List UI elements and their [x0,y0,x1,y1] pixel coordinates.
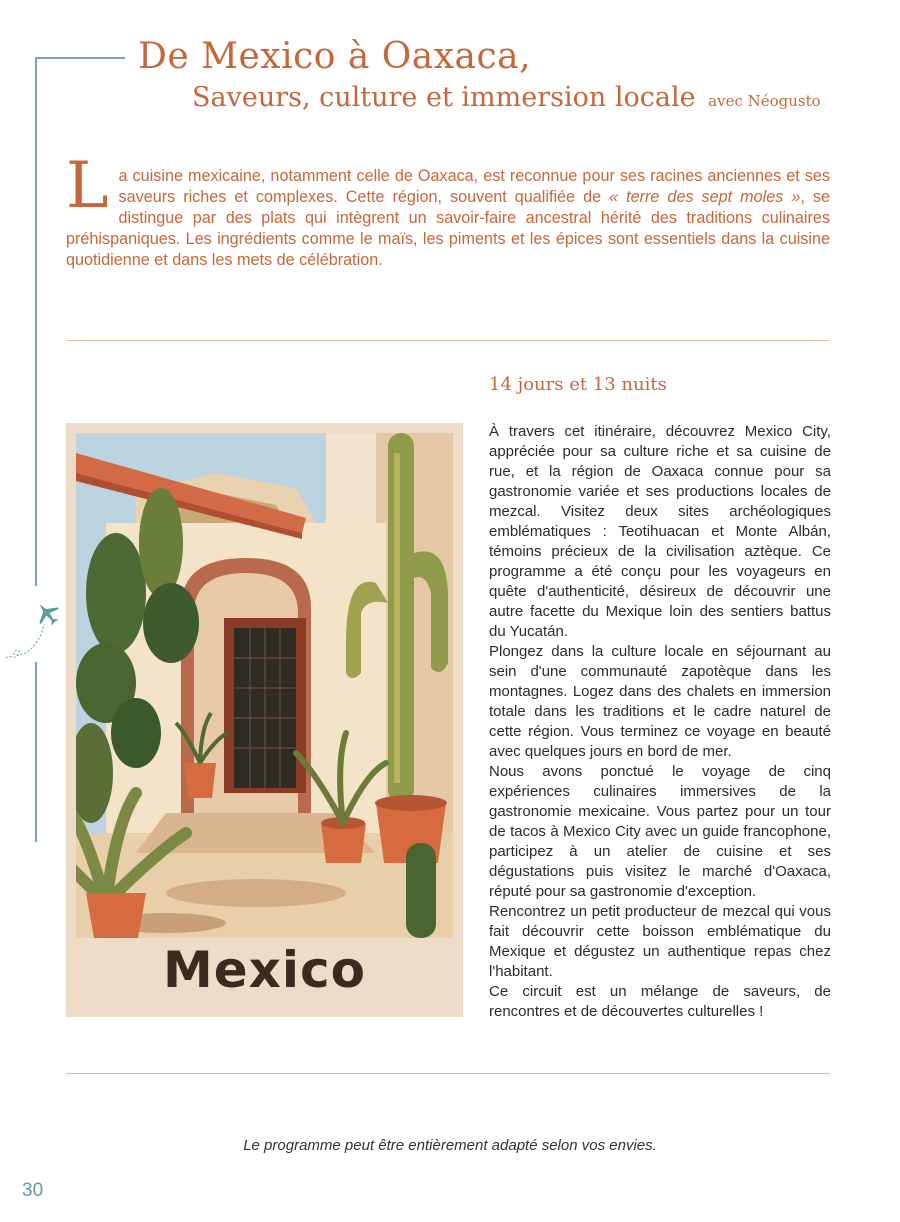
itinerary-body [489,422,831,1022]
intro-text-b: , se distingue par des plats qui intègrent un savoir-faire ancestral hérité des traditions culinaires préhispaniques. Les ingrédients comme le maïs, les piments et les épices sont essentiels dans la cuisine quotidienne et dans les mets de célébration. [66,188,831,269]
drop-cap: L [66,149,109,223]
page-number: 30 [22,1180,44,1201]
footer-note: Le programme peut être entièrement adapté selon vos envies. [243,1137,657,1154]
itinerary-paragraph: Rencontrez un petit producteur de mezcal qui vous fait découvrir cette boisson emblématique du Mexique et dégustez un authentique repas chez l'habitant. [489,903,831,980]
intro-text-a: a cuisine mexicaine, notamment celle de Oaxaca, est reconnue pour ses racines anciennes et ses saveurs riches et complexes. Cette région, souvent qualifiée de [118,167,830,206]
intro-paragraph [66,149,831,271]
airplane-icon [4,594,64,669]
subtitle-avec: avec Néogusto [708,92,821,110]
frame-line-left-lower [35,662,37,842]
page-subtitle [192,82,821,113]
itinerary-paragraph: Nous avons ponctué le voyage de cinq expériences culinaires immersives de la gastronomie mexicaine. Vous partez pour un tour de tacos à Mexico City avec un guide francophone, participez à un atelier de cuisine et ses dégustations puis visitez le marché d'Oaxaca, réputé pour sa gastronomie d'exception. [489,763,831,900]
poster-label: Mexico [162,941,367,999]
mexico-poster [66,423,463,1017]
page-title: De Mexico à Oaxaca, [138,36,532,77]
itinerary-paragraph: Ce circuit est un mélange de saveurs, de rencontres et de découvertes culturelles ! [489,983,831,1020]
frame-line-top [35,57,125,59]
frame-line-left [35,58,37,586]
itinerary-paragraph: Plongez dans la culture locale en séjournant au sein d'une communauté zapotèque dans les montagnes. Logez dans des chalets en immersion totale dans les traditions et le cadre naturel de cette région. Vous terminez ce voyage en beauté avec quelques jours en bord de mer. [489,643,831,760]
divider-bottom [66,1073,830,1074]
divider-top [66,340,830,341]
itinerary-heading: 14 jours et 13 nuits [489,374,667,395]
intro-italic: « terre des sept moles » [609,188,801,206]
subtitle-text: Saveurs, culture et immersion locale [192,82,696,113]
courtyard-illustration [76,433,453,938]
itinerary-paragraph: À travers cet itinéraire, découvrez Mexico City, appréciée pour sa culture riche et sa cuisine de rue, et la région de Oaxaca connue pour sa gastronomie variée et ses productions locales de mezcal. Visitez deux sites archéologiques emblématiques : Teotihuacan et Monte Albán, témoins précieux de la civilisation aztèque. Ce programme a été conçu pour les voyageurs en quête d'authenticité, désireux de découvrir une autre facette du Mexique loin des sentiers battus du Yucatán. [489,423,831,640]
